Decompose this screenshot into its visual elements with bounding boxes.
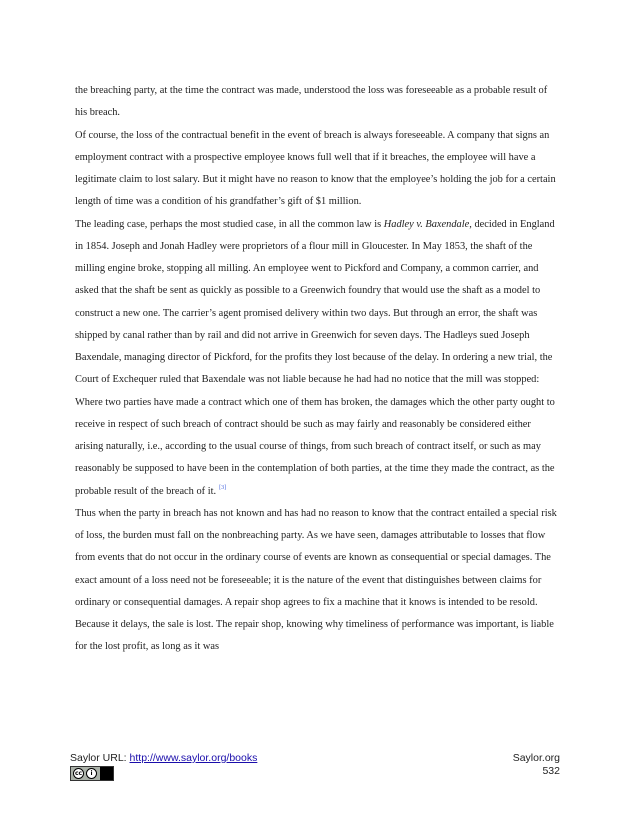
by-circle-icon: i — [86, 768, 97, 779]
footer-url-link[interactable]: http://www.saylor.org/books — [129, 752, 258, 764]
license-strip — [100, 767, 113, 780]
paragraph-foreseeability: Of course, the loss of the contractual benefit in the event of breach is always foreseeable. A company that signs an employment contract with a prospective employee knows full well that if it breaches, the employee will have a legitimate claim to lost salary. But it might have no reason to know that the employee’s holding the job for a certain length of time was a condition of his grandfather’s gift of $1 million. — [75, 129, 556, 208]
case-body-text: , decided in England in 1854. Joseph and Jonah Hadley were proprietors of a flour mill in Gloucester. In May 1853, the shaft of the milling engine broke, stopping all milling. An employee went to Pickford and Company, a common carrier, and asked that the shaft be sent as quickly as possible to a Greenwich foundry that would use the shaft as a model to construct a new one. The carrier’s agent promised delivery within two days. But through an error, the shaft was shipped by canal rather than by rail and did not arrive in Greenwich for seven days. The Hadleys sued Joseph Baxendale, managing director of Pickford, for the profits they lost because of the delay. In ordering a new trial, the Court of Exchequer ruled that Baxendale was not liable because he had had no notice that the mill was stopped: — [75, 218, 555, 386]
case-name: Hadley v. Baxendale — [383, 218, 470, 230]
footnote-link[interactable]: [3] — [219, 485, 227, 492]
footer-url-label: Saylor URL: — [70, 752, 130, 764]
case-intro-text: The leading case, perhaps the most studied case, in all the common law is — [75, 218, 384, 230]
cc-circle-icon: cc — [74, 770, 83, 777]
paragraph-hadley-case — [75, 214, 560, 392]
footer-site: Saylor.org — [512, 752, 560, 764]
paragraph-continuation: the breaching party, at the time the contract was made, understood the loss was foreseeable as a probable result of his breach. — [75, 85, 548, 119]
quotation-text: Where two parties have made a contract which one of them has broken, the damages which the other party ought to receive in respect of such breach of contract should be such as may fairly and reasonably be considered either arising naturally, i.e., according to the usual course of things, from such breach of contract itself, or such as may reasonably be supposed to have been in the contemplation of both parties, at the time they made the contract, as the probable result of the breach of it. — [75, 396, 555, 497]
footer-page-info — [513, 752, 560, 778]
page-number: 532 — [542, 765, 560, 777]
footer-source — [70, 752, 257, 764]
paragraph-quotation — [75, 392, 560, 503]
paragraph-nonbreaching: Thus when the party in breach has not known and has had no reason to know that the contract entailed a special risk of loss, the burden must fall on the nonbreaching party. As we have seen, damages attributable to losses that flow from events that do not occur in the ordinary course of events are known as consequential or special damages. The exact amount of a loss need not be foreseeable; it is the nature of the event that distinguishes between claims for ordinary or consequential damages. A repair shop agrees to fix a machine that it knows is intended to be resold. Because it delays, the sale is lost. The repair shop, knowing why timeliness of performance was important, is liable for the lost profit, as long as it was — [75, 507, 557, 653]
creative-commons-by-nc-sa-icon — [70, 766, 114, 781]
body-text — [75, 80, 560, 659]
